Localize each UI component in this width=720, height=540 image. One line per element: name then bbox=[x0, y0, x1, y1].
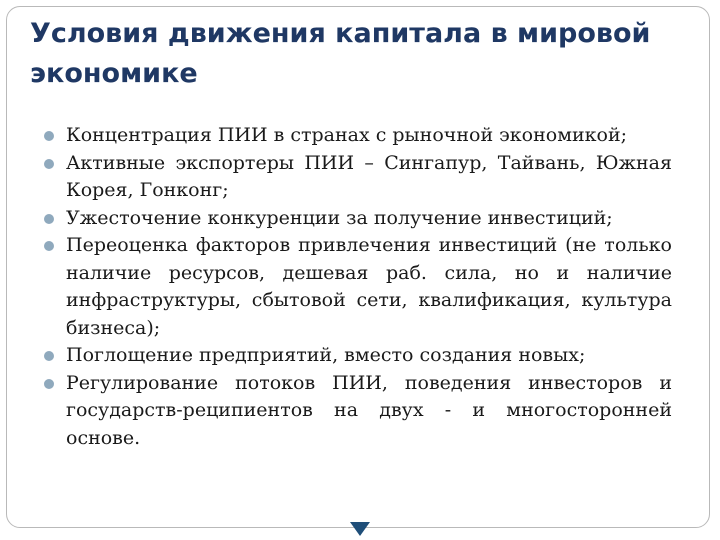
bullet-dot-icon bbox=[44, 351, 54, 361]
bullet-list bbox=[44, 122, 672, 452]
bullet-text: Регулирование потоков ПИИ, поведения инвесторов и государств-реципиентов на двух - и многосторонней основе. bbox=[66, 371, 672, 449]
bullet-item bbox=[44, 205, 672, 233]
bullet-item bbox=[44, 150, 672, 205]
bullet-text: Концентрация ПИИ в странах с рыночной экономикой; bbox=[66, 124, 628, 146]
bullet-item bbox=[44, 342, 672, 370]
bullet-text: Активные экспортеры ПИИ – Сингапур, Тайвань, Южная Корея, Гонконг; bbox=[66, 151, 672, 201]
triangle-marker-icon bbox=[350, 522, 370, 536]
bullet-text: Переоценка факторов привлечения инвестиций (не только наличие ресурсов, дешевая раб. сила, но и наличие инфраструктуры, сбытовой сети, квалификация, культура бизнеса); bbox=[66, 234, 672, 339]
bullet-dot-icon bbox=[44, 241, 54, 251]
slide-title: Условия движения капитала в мировой экономике bbox=[30, 18, 651, 89]
bullet-item bbox=[44, 370, 672, 453]
bullet-dot-icon bbox=[44, 379, 54, 389]
bullet-dot-icon bbox=[44, 159, 54, 169]
bullet-dot-icon bbox=[44, 131, 54, 141]
bullet-dot-icon bbox=[44, 214, 54, 224]
bullet-text: Поглощение предприятий, вместо создания новых; bbox=[66, 344, 586, 366]
bullet-item bbox=[44, 122, 672, 150]
bullet-item bbox=[44, 232, 672, 342]
bullet-text: Ужесточение конкуренции за получение инвестиций; bbox=[66, 206, 613, 229]
